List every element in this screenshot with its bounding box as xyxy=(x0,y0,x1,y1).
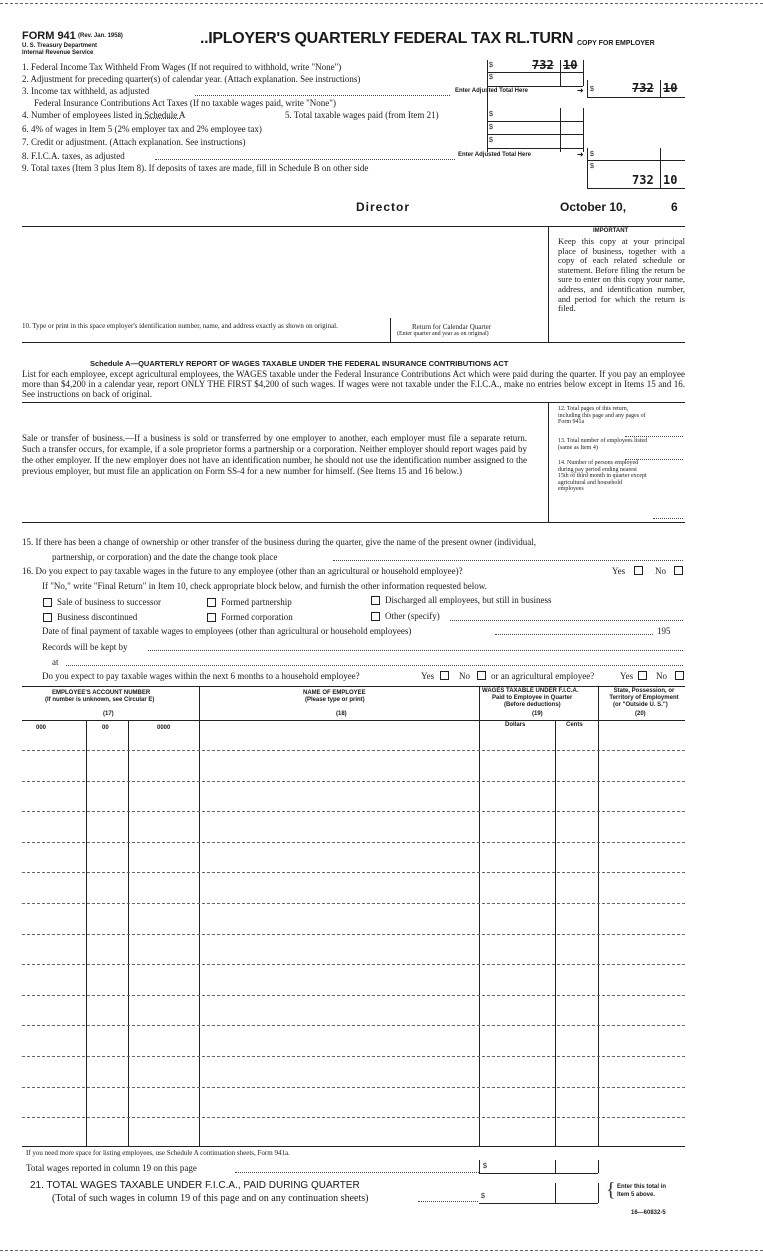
form-id: FORM 941 xyxy=(22,30,76,42)
important-text: Keep this copy at your principal place of business, together with a copy of each related schedule or statement. Before filing the return be sure to enter on this copy your name, address, and identification number, and period for which the return is filed. xyxy=(558,236,685,314)
agricultural-question: or an agricultural employee? xyxy=(491,671,595,681)
account-prefix-3: 0000 xyxy=(157,725,171,731)
cents-label: Cents xyxy=(566,722,583,728)
form-title: ..IPLOYER'S QUARTERLY FEDERAL TAX RL.TURN xyxy=(200,30,574,47)
household-yes-label: Yes xyxy=(421,671,435,681)
sale-of-business-checkbox[interactable] xyxy=(43,598,52,607)
table-row[interactable] xyxy=(22,995,685,996)
col-18-sub: (Please type or print) xyxy=(305,697,365,703)
records-at-label: at xyxy=(52,657,59,667)
line-9-label: 9. Total taxes (Item 3 plus Item 8). If deposits of taxes are made, fill in Schedule B on other side xyxy=(22,163,369,173)
line-9-amount: 732 xyxy=(632,173,654,187)
dollar-sign: $ xyxy=(481,1193,485,1200)
account-prefix-2: 00 xyxy=(102,725,109,731)
dollar-sign: $ xyxy=(590,86,594,93)
business-discontinued-label: Business discontinued xyxy=(57,612,138,622)
line-7-label: 7. Credit or adjustment. (Attach explanation. See instructions) xyxy=(22,137,246,147)
dollar-sign: $ xyxy=(489,62,493,69)
line-9-cents: 10 xyxy=(663,173,678,187)
continuation-note: If you need more space for listing employees, use Schedule A continuation sheets, Form 941a. xyxy=(26,1149,290,1157)
item-21-line-2: (Total of such wages in column 19 of this page and on any continuation sheets) xyxy=(52,1193,369,1204)
item-16-question: 16. Do you expect to pay taxable wages in the future to any employee (other than an agricultural or household employee)? xyxy=(22,566,463,576)
sale-of-business-text: Sale or transfer of business.—If a business is sold or transferred by one employer to another, each employer must file a separate return. Such a transfer occurs, for example, if a sole proprietor forms a partnership or a corporation. Neither employer should report wages paid by the other employer. If the new employer does not have an identification number, he should not use the identification number assigned to the previous employer, but must file an application on Form SS-4 for a new number for himself. (See Items 15 and 16 below.) xyxy=(22,433,527,476)
formed-partnership-checkbox[interactable] xyxy=(207,598,216,607)
col-19-title: WAGES TAXABLE UNDER F.I.C.A. xyxy=(482,688,579,694)
col-20-title: State, Possession, or Territory of Employment xyxy=(609,688,679,701)
table-row[interactable] xyxy=(22,934,685,935)
agricultural-yes-checkbox[interactable] xyxy=(638,671,647,680)
item-21-note-1: Enter this total in xyxy=(617,1184,667,1190)
line-3-label: 3. Income tax withheld, as adjusted xyxy=(22,86,150,96)
line-5-label: 5. Total taxable wages paid (from Item 21) xyxy=(285,110,439,120)
agricultural-no-label: No xyxy=(656,671,667,681)
col-17-title: EMPLOYEE'S ACCOUNT NUMBER xyxy=(52,690,151,696)
signature-date: October 10, xyxy=(560,200,627,214)
final-payment-year: 195 xyxy=(657,626,671,636)
dollar-sign: $ xyxy=(590,163,594,170)
line-1-amount: 732 xyxy=(532,58,554,72)
arrow-icon: ➜ xyxy=(577,86,584,95)
household-yes-checkbox[interactable] xyxy=(440,671,449,680)
brace-icon: { xyxy=(606,1179,616,1201)
schedule-a-instructions: List for each employee, except agricultural employees, the WAGES taxable under the Federal Insurance Contributions Act which were paid during the quarter. If you pay an employee more than $4,200 in a calendar year, report ONLY THE FIRST $4,200 of such wages. If wages were not taxable under the F.I.C.A., make no entries below except in Items 15 and 16. See instructions on back of original. xyxy=(22,369,685,400)
dollar-sign: $ xyxy=(489,124,493,131)
table-row[interactable] xyxy=(22,811,685,812)
records-label: Records will be kept by xyxy=(42,642,128,652)
account-prefix-1: 000 xyxy=(36,725,47,731)
arrow-icon: ➜ xyxy=(577,150,584,159)
other-specify-checkbox[interactable] xyxy=(371,612,380,621)
item-16-yes-checkbox[interactable] xyxy=(634,566,643,575)
line-8-label: 8. F.I.C.A. taxes, as adjusted xyxy=(22,151,125,161)
dollar-sign: $ xyxy=(483,1163,487,1170)
household-no-label: No xyxy=(459,671,470,681)
table-row[interactable] xyxy=(22,1087,685,1088)
item-12-label: 12. Total pages of this return, including this page and any pages of Form 941a xyxy=(558,406,646,426)
table-row[interactable] xyxy=(22,842,685,843)
line-6-label: 6. 4% of wages in Item 5 (2% employer tax and 2% employee tax) xyxy=(22,124,262,134)
dept-line-1: U. S. Treasury Department xyxy=(22,43,98,49)
dept-line-2: Internal Revenue Service xyxy=(22,50,94,56)
line-1-cents: 10 xyxy=(563,58,578,72)
dollar-sign: $ xyxy=(489,137,493,144)
fica-header: Federal Insurance Contributions Act Taxes (If no taxable wages paid, write "None") xyxy=(34,98,336,108)
total-wages-label: Total wages reported in column 19 on this page xyxy=(26,1163,197,1173)
business-discontinued-checkbox[interactable] xyxy=(43,613,52,622)
col-18-title: NAME OF EMPLOYEE xyxy=(303,690,366,696)
schedule-a-heading: Schedule A—QUARTERLY REPORT OF WAGES TAXABLE UNDER THE FEDERAL INSURANCE CONTRIBUTIONS ACT xyxy=(90,359,509,368)
line-3-cents: 10 xyxy=(663,81,678,95)
table-row[interactable] xyxy=(22,1117,685,1118)
final-payment-label: Date of final payment of taxable wages to employees (other than agricultural or household employees) xyxy=(42,626,412,636)
enter-adjusted-total: Enter Adjusted Total Here xyxy=(458,152,532,158)
col-17-sub: (If number is unknown, see Circular E) xyxy=(45,697,155,703)
signer-title: Director xyxy=(356,200,411,214)
important-heading: IMPORTANT xyxy=(593,228,629,234)
col-17-num: (17) xyxy=(103,711,114,717)
col-19-sub-2: (Before deductions) xyxy=(504,702,561,708)
table-row[interactable] xyxy=(22,1025,685,1026)
table-row[interactable] xyxy=(22,781,685,782)
item-21-note-2: Item 5 above. xyxy=(617,1192,656,1198)
item-10-label: 10. Type or print in this space employer's identification number, name, and address exactly as shown on original. xyxy=(22,322,338,330)
table-row[interactable] xyxy=(22,872,685,873)
item-16-no-label: No xyxy=(655,566,666,576)
item-15-line-2: partnership, or corporation) and the date the change took place xyxy=(52,552,278,562)
enter-adjusted-total: Enter Adjusted Total Here xyxy=(455,88,529,94)
form-revision: (Rev. Jan. 1958) xyxy=(78,33,123,39)
agricultural-no-checkbox[interactable] xyxy=(675,671,684,680)
col-18-num: (18) xyxy=(336,711,347,717)
calendar-quarter-sub: (Enter quarter and year as on original) xyxy=(397,331,489,337)
dollars-label: Dollars xyxy=(505,722,526,728)
item-13-label: 13. Total number of employees listed (same as Item 4) xyxy=(558,438,648,451)
household-question: Do you expect to pay taxable wages within the next 6 months to a household employee? xyxy=(42,671,360,681)
item-15-line-1: 15. If there has been a change of ownership or other transfer of the business during the quarter, give the name of the present owner (individual, xyxy=(22,537,536,547)
dollar-sign: $ xyxy=(489,74,493,81)
copy-label: COPY FOR EMPLOYER xyxy=(577,40,655,47)
calendar-quarter-label: Return for Calendar Quarter xyxy=(412,323,492,331)
table-row[interactable] xyxy=(22,1056,685,1057)
item-21-line-1: 21. TOTAL WAGES TAXABLE UNDER F.I.C.A., PAID DURING QUARTER xyxy=(30,1180,360,1191)
col-20-sub: (or "Outside U. S.") xyxy=(613,702,668,708)
signature-year: 6 xyxy=(671,200,678,214)
formed-partnership-label: Formed partnership xyxy=(221,597,292,607)
line-3-amount: 732 xyxy=(632,81,654,95)
table-row[interactable] xyxy=(22,750,685,751)
col-19-sub-1: Paid to Employee in Quarter xyxy=(492,695,573,701)
agricultural-yes-label: Yes xyxy=(620,671,634,681)
item-16-yes-label: Yes xyxy=(612,566,626,576)
table-row[interactable] xyxy=(22,964,685,965)
discharged-employees-label: Discharged all employees, but still in business xyxy=(385,595,552,605)
other-specify-label: Other (specify) xyxy=(385,611,440,621)
dollar-sign: $ xyxy=(590,151,594,158)
line-2-label: 2. Adjustment for preceding quarter(s) of calendar year. (Attach explanation. See instructions) xyxy=(22,74,361,84)
discharged-employees-checkbox[interactable] xyxy=(371,596,380,605)
line-1-label: 1. Federal Income Tax Withheld From Wages (If not required to withhold, write "None") xyxy=(22,62,342,72)
formed-corporation-label: Formed corporation xyxy=(221,612,293,622)
sale-of-business-label: Sale of business to successor xyxy=(57,597,161,607)
item-14-label: 14. Number of persons employed during pay period ending nearest 15th of third month in quarter except agricultural and household employees xyxy=(558,460,647,493)
item-16-if-no: If "No," write "Final Return" in Item 10, check appropriate block below, and furnish the other information requested below. xyxy=(42,581,487,591)
form-code: 16—60832-5 xyxy=(631,1210,666,1216)
formed-corporation-checkbox[interactable] xyxy=(207,613,216,622)
item-16-no-checkbox[interactable] xyxy=(674,566,683,575)
table-row[interactable] xyxy=(22,903,685,904)
line-4-label: 4. Number of employees listed in Schedule A xyxy=(22,110,186,120)
household-no-checkbox[interactable] xyxy=(477,671,486,680)
dollar-sign: $ xyxy=(489,111,493,118)
col-19-num: (19) xyxy=(532,711,543,717)
col-20-num: (20) xyxy=(635,711,646,717)
